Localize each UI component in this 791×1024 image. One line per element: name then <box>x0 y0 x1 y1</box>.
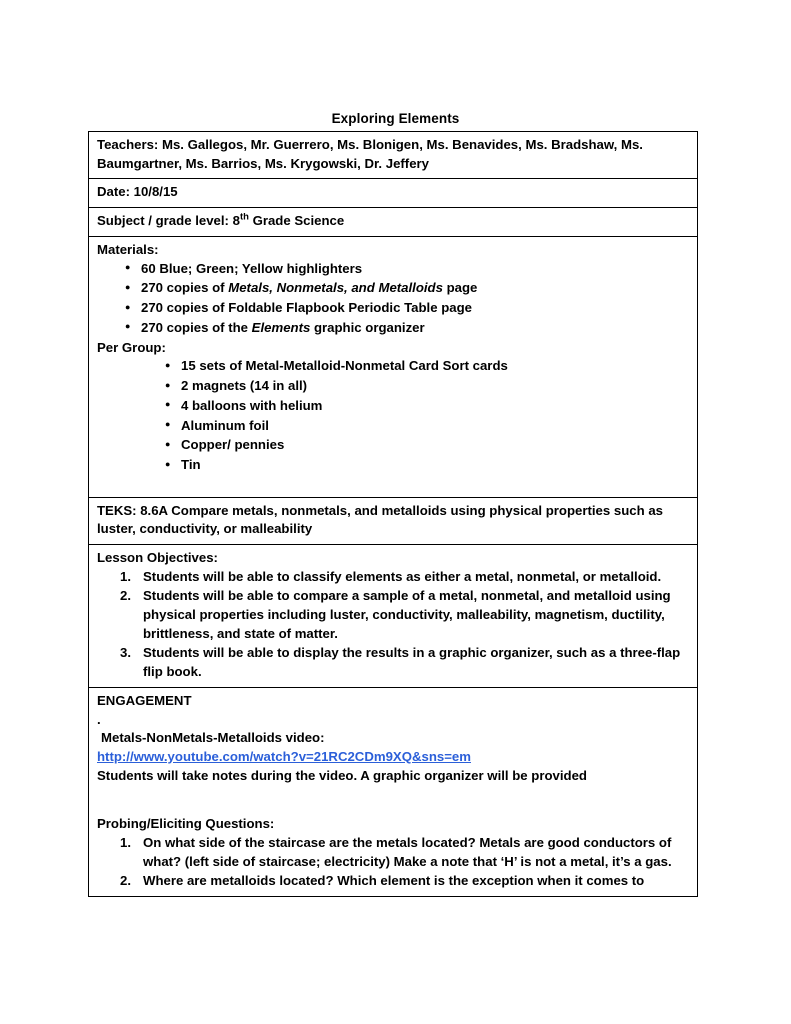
list-item: ● 15 sets of Metal-Metalloid-Nonmetal Card Sort cards <box>159 357 691 376</box>
grade-rest: Grade Science <box>248 213 345 229</box>
list-item: Students will be able to compare a sample of a metal, nonmetal, and metalloid using physical properties including luster, conductivity, malleability, magnetism, ductility, brittleness, and state of matter. <box>143 588 671 641</box>
list-item: ● Tin <box>159 456 691 475</box>
list-item <box>119 319 691 338</box>
teks-cell <box>89 497 698 544</box>
list-item: ● 2 magnets (14 in all) <box>159 377 691 396</box>
material-pre: 270 copies of <box>141 280 229 296</box>
subject-label: Subject / grade level: <box>97 213 229 229</box>
per-group-heading: Per Group: <box>97 339 166 355</box>
material-pre: 270 copies of the <box>141 319 252 335</box>
date-text: Date: 10/8/15 <box>97 184 178 200</box>
table-row-teachers <box>89 132 698 179</box>
list-item: Where are metalloids located? Which element is the exception when it comes to <box>143 873 645 889</box>
lesson-plan-table <box>88 131 698 897</box>
list-item <box>119 260 691 279</box>
material-italic: Elements <box>251 319 311 335</box>
engagement-heading: ENGAGEMENT <box>97 692 192 708</box>
material-post: graphic organizer <box>310 319 425 335</box>
teachers-cell <box>89 132 698 179</box>
per-group-list <box>159 357 691 474</box>
materials-list <box>119 260 691 338</box>
list-item: ● Copper/ pennies <box>159 436 691 455</box>
material-pre: 60 Blue; Green; Yellow highlighters <box>141 260 363 276</box>
material-post: page <box>442 280 478 296</box>
table-row-materials <box>89 236 698 497</box>
engagement-video-label: Metals-NonMetals-Metalloids video: <box>101 730 325 746</box>
grade-number: 8 <box>232 213 240 229</box>
engagement-stray-dot: . <box>97 711 101 727</box>
material-italic: Metals, Nonmetals, and Metalloids <box>228 280 443 296</box>
list-item: Students will be able to classify elements as either a metal, nonmetal, or metalloid. <box>143 568 662 584</box>
teachers-text: Teachers: Ms. Gallegos, Mr. Guerrero, Ms. Blonigen, Ms. Benavides, Ms. Bradshaw, Ms. Baumgartner, Ms. Barrios, Ms. Krygowski, Dr. Jeffery <box>97 137 643 171</box>
subject-text <box>97 212 691 231</box>
materials-heading: Materials: <box>97 241 159 257</box>
date-cell <box>89 179 698 208</box>
list-item: On what side of the staircase are the metals located? Metals are good conductors of what? (left side of staircase; electricity) Make a note that ‘H’ is not a metal, it’s a gas. <box>143 835 672 869</box>
objectives-list <box>107 568 691 681</box>
table-row-objectives <box>89 545 698 688</box>
subject-cell <box>89 208 698 237</box>
engagement-note: Students will take notes during the video. A graphic organizer will be provided <box>97 767 587 783</box>
table-row-engagement <box>89 687 698 896</box>
engagement-url-line <box>97 748 691 767</box>
objectives-cell <box>89 545 698 688</box>
teks-text: TEKS: 8.6A Compare metals, nonmetals, and metalloids using physical properties such as luster, conductivity, or malleability <box>97 502 663 537</box>
probing-questions-list <box>107 834 691 891</box>
probing-heading: Probing/Eliciting Questions: <box>97 816 275 832</box>
engagement-spacer <box>97 785 691 815</box>
list-item: Students will be able to display the results in a graphic organizer, such as a three-flap flip book. <box>143 644 681 679</box>
grade-suffix: th <box>239 211 249 223</box>
materials-cell <box>89 236 698 497</box>
material-pre: 270 copies of Foldable Flapbook Periodic Table page <box>141 300 472 316</box>
page-title: Exploring Elements <box>331 111 460 126</box>
list-item: ● Aluminum foil <box>159 417 691 436</box>
list-item <box>119 279 691 298</box>
table-row-teks <box>89 497 698 544</box>
objectives-heading: Lesson Objectives: <box>97 550 218 566</box>
table-row-date <box>89 179 698 208</box>
materials-bottom-spacer <box>97 476 691 492</box>
table-row-subject <box>89 208 698 237</box>
list-item <box>119 299 691 318</box>
list-item: ● 4 balloons with helium <box>159 397 691 416</box>
engagement-cell <box>89 687 698 896</box>
video-link[interactable]: http://www.youtube.com/watch?v=21RC2CDm9XQ&sns=em <box>97 748 471 764</box>
